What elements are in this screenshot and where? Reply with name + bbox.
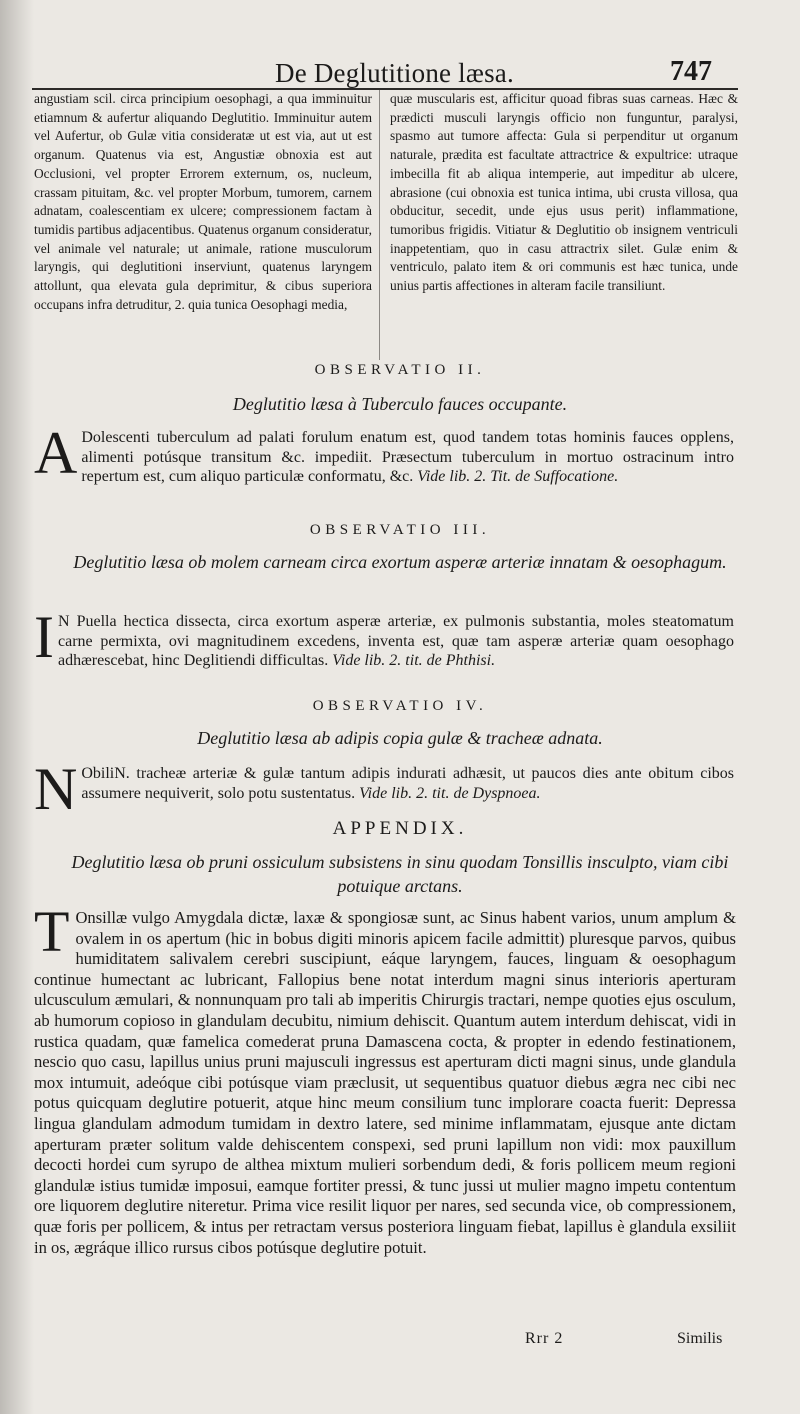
observatio-4-heading: OBSERVATIO IV. bbox=[312, 698, 488, 714]
observatio-2-title: Deglutitio læsa à Tuberculo fauces occupante. bbox=[232, 394, 568, 414]
observatio-3-dropcap: I bbox=[34, 604, 54, 670]
appendix-text: Onsillæ vulgo Amygdala dictæ, laxæ & spongiosæ sunt, ac Sinus habent varios, unum amplum & ovalem in os apertum (hic in bobus digiti minoris apicem facile admittit) pluresque parvos, quibus humiditatem salivalem cerebri suscipiunt, eáque laryngem, fauces, linguam & oesophagum continue humectant ac lubricant, Fallopius bene notat interdum magni sinus interioris aperturam ulcusculum æmulari, & nonnunquam pro tali ab imperitis Chirurgis tractari, nempe quoties ejus osculum, ab humorum copioso in glandulam decubitu, nimium dehiscit. Quantum autem interdum dehiscat, vidi in rustica quadam, quæ famelica comederat pruna Damascena cocta, & propter in edendo festinationem, nescio quo casu, lapillus unius pruni majusculi ingressus est aperturam dicti magni sinus, unde glandula mox intumuit, adeóque cibi potúsque viam præclusit, ut sequentibus quatuor diebus ægra nec cibi nec potus quicquam deglutire potuerit, atque hinc meum consilium tunc implorare coacta fuerit: Depressa lingua glandulam admodum tumidam in dextro latere, sed minime inflammatam, ejusque ante dictam aperturam præter solitum valde dehiscentem conspexi, sed pruni lapillum non vidi: mox pauxillum decocti hordei cum syrupo de althea mixtum mulieri sorbendum dedi, & foris pollicem meum regioni glandulæ istius tumidæ imposui, eamque fortiter pressi, & tunc jussi ut mulier magno impetu contentum ore liquorem deglutire niteretur. Prima vice resilit liquor per nares, sed secunda vice, ob compressionem, quæ foris per pollicem, & intus per retractam versus posteriora linguam fiebat, lapillus è glandula exsiliit in os, ægráque illico rursus cibos potúsque deglutire potuit. bbox=[34, 908, 736, 1257]
observatio-3-reference: Vide lib. 2. tit. de Phthisi. bbox=[332, 652, 496, 670]
observatio-3-heading: OBSERVATIO III. bbox=[309, 522, 491, 538]
observatio-4-dropcap: N bbox=[34, 756, 78, 822]
appendix-dropcap: T bbox=[34, 899, 70, 964]
observatio-2-heading: OBSERVATIO II. bbox=[314, 362, 486, 378]
intro-right-text: quæ muscularis est, afficitur quoad fibras suas carneas. Hæc & prædicti musculi laryngis officio non funguntur, paralysi, spasmo aut tumore affecta: Gula si perpenditur ut organum naturale, prædita est facultate attractrice & expultrice: utraque imbecilla fit ab aliqua intemperie, aut impeditur ab ulcere, abrasione (cui obnoxia est tunica intima, ubi crusta villosa, qua obducitur, secedit, unde ejus usus perit) inflammatione, tumoribus frigidis. Vitiatur & Deglutitio ob insignem ventriculi inappetentiam, quo in casu attractrix silet. Gulæ enim & ventriculo, palato item & ori communis est hæc tunica, unde unius partis affectiones in alteram facile transiliunt. bbox=[390, 91, 738, 294]
observatio-3-title: Deglutitio læsa ob molem carneam circa exortum asperæ arteriæ innatam & oesophagum. bbox=[73, 552, 727, 572]
catchword: Similis bbox=[677, 1330, 723, 1347]
appendix-paragraph bbox=[34, 899, 736, 1258]
appendix-title: Deglutitio læsa ob pruni ossiculum subsistens in sinu quodam Tonsillis insculpto, viam cibi potuique arctans. bbox=[71, 852, 729, 896]
signature-mark: Rrr 2 bbox=[525, 1330, 564, 1347]
column-divider bbox=[379, 90, 380, 360]
running-title: De Deglutitione læsa. bbox=[275, 58, 514, 88]
observatio-3-text: N Puella hectica dissecta, circa exortum asperæ arteriæ, ex pulmonis substantia, moles steatomatum carne permixta, ovi magnitudinem excedens, inventa est, quæ tam asperæ arteriæ quam oesophago adhærescebat, hinc Deglitiendi difficultas. bbox=[57, 613, 734, 670]
observatio-4-paragraph bbox=[34, 756, 734, 822]
appendix-heading: APPENDIX. bbox=[332, 818, 468, 839]
observatio-2-reference: Vide lib. 2. Tit. de Suffocatione. bbox=[417, 468, 619, 486]
observatio-4-text: ObiliN. tracheæ arteriæ & gulæ tantum adipis indurati adhæsit, ut paucos dies ante obitum cibos assumere nequiverit, solo potu sustentatus. bbox=[81, 765, 734, 802]
observatio-2-paragraph bbox=[34, 420, 734, 487]
intro-two-columns bbox=[34, 90, 738, 360]
observatio-3-paragraph bbox=[34, 604, 734, 671]
observatio-2-dropcap: A bbox=[34, 420, 78, 486]
intro-right-column bbox=[390, 90, 738, 296]
observatio-4-reference: Vide lib. 2. tit. de Dyspnoea. bbox=[359, 784, 541, 802]
observatio-2-text: Dolescenti tuberculum ad palati forulum enatum est, quod tandem totas hominis fauces opplens, alimenti potúsque transitum &c. impediit. Præsectum tuberculum in mortuo ostracinum intro repertum est, cum aliquo particulæ conformatu, &c. bbox=[81, 429, 734, 486]
observatio-4-title: Deglutitio læsa ab adipis copia gulæ & tracheæ adnata. bbox=[197, 728, 603, 748]
intro-left-text: angustiam scil. circa principium oesophagi, a qua imminuitur etiamnum & aufertur aliquando Deglutitio. Imminuitur autem vel Aufertur, ob Gulæ vitia consideratæ ut est via, aut ut est organum. Quatenus via est, Angustiæ obnoxia est aut Occlusioni, vel propter Errorem externum, os, nucleum, crassam pituitam, &c. vel propter Morbum, tumorem, carnem adnatam, coalescentiam ex ulcere; compressionem factam à tumidis partibus adjacentibus. Quatenus organum consideratur, vel animale vel naturale; ut animale, ratione musculorum laryngis, qui deglutitioni inserviunt, quatenus laryngem attollunt, qua elevata gula deprimitur, & cibus superiora occupans infra detruditur, 2. quia tunica Oesophagi media, bbox=[34, 91, 372, 312]
intro-left-column bbox=[34, 90, 372, 314]
page-header bbox=[0, 52, 800, 92]
page-number: 747 bbox=[670, 56, 712, 87]
